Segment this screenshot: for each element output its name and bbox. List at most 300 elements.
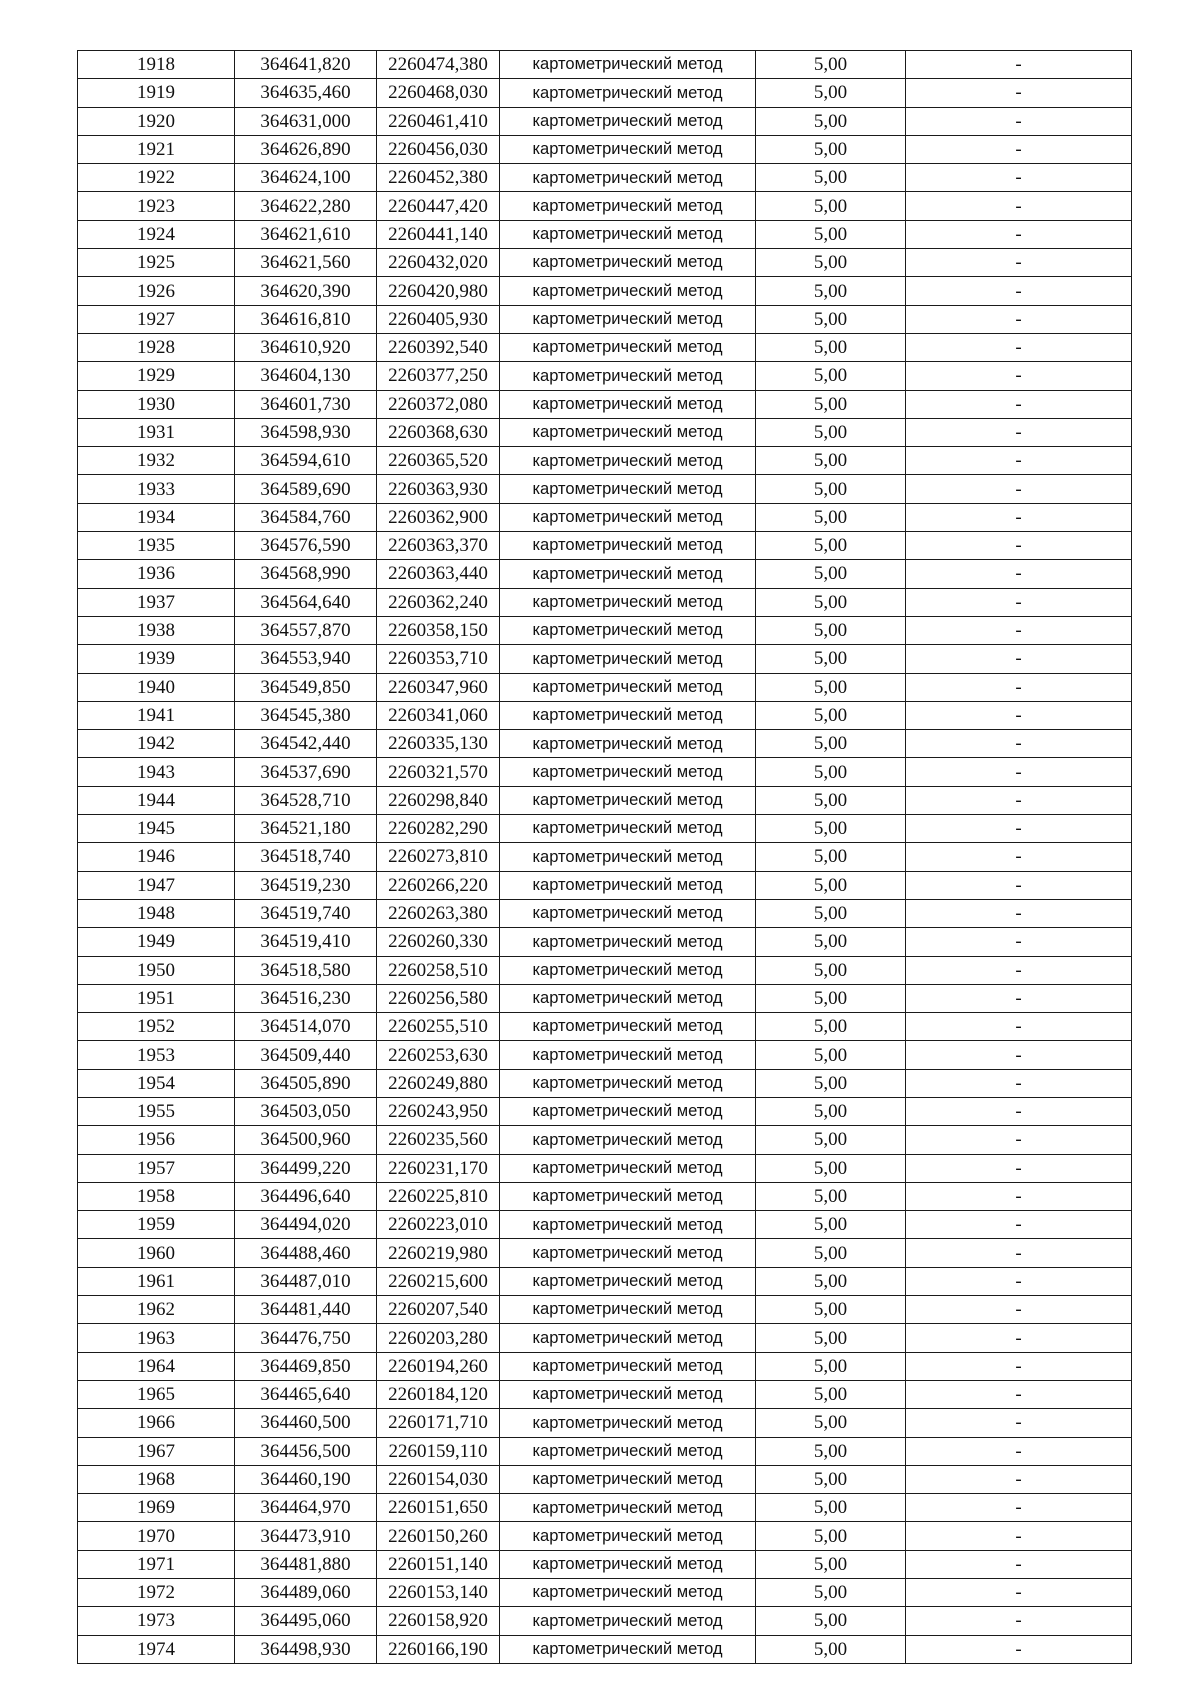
table-row — [78, 220, 1132, 248]
point-number-cell: 1960 — [78, 1239, 235, 1267]
note-cell: - — [906, 164, 1132, 192]
note-cell: - — [906, 1352, 1132, 1380]
table-row — [78, 1097, 1132, 1125]
coordinate-x-cell: 364549,850 — [235, 673, 377, 701]
accuracy-cell: 5,00 — [756, 1522, 906, 1550]
point-number-cell: 1966 — [78, 1409, 235, 1437]
note-cell: - — [906, 1635, 1132, 1663]
coordinate-x-cell: 364537,690 — [235, 758, 377, 786]
point-number-cell: 1958 — [78, 1182, 235, 1210]
table-row — [78, 1607, 1132, 1635]
point-number-cell: 1950 — [78, 956, 235, 984]
coordinate-x-cell: 364500,960 — [235, 1126, 377, 1154]
method-cell: картометрический метод — [500, 815, 756, 843]
note-cell: - — [906, 249, 1132, 277]
note-cell: - — [906, 1267, 1132, 1295]
coordinate-x-cell: 364498,930 — [235, 1635, 377, 1663]
table-row — [78, 1239, 1132, 1267]
accuracy-cell: 5,00 — [756, 871, 906, 899]
point-number-cell: 1929 — [78, 362, 235, 390]
method-cell: картометрический метод — [500, 1211, 756, 1239]
method-cell: картометрический метод — [500, 701, 756, 729]
table-row — [78, 532, 1132, 560]
point-number-cell: 1925 — [78, 249, 235, 277]
coordinate-y-cell: 2260461,410 — [377, 107, 500, 135]
table-row — [78, 1409, 1132, 1437]
accuracy-cell: 5,00 — [756, 1211, 906, 1239]
coordinate-y-cell: 2260166,190 — [377, 1635, 500, 1663]
point-number-cell: 1936 — [78, 560, 235, 588]
accuracy-cell: 5,00 — [756, 1409, 906, 1437]
method-cell: картометрический метод — [500, 79, 756, 107]
point-number-cell: 1942 — [78, 730, 235, 758]
note-cell: - — [906, 1097, 1132, 1125]
note-cell: - — [906, 843, 1132, 871]
accuracy-cell: 5,00 — [756, 192, 906, 220]
method-cell: картометрический метод — [500, 277, 756, 305]
coordinate-x-cell: 364521,180 — [235, 815, 377, 843]
coordinate-x-cell: 364557,870 — [235, 616, 377, 644]
coordinate-x-cell: 364616,810 — [235, 305, 377, 333]
note-cell: - — [906, 1437, 1132, 1465]
note-cell: - — [906, 588, 1132, 616]
point-number-cell: 1956 — [78, 1126, 235, 1154]
accuracy-cell: 5,00 — [756, 333, 906, 361]
coordinate-x-cell: 364496,640 — [235, 1182, 377, 1210]
note-cell: - — [906, 1069, 1132, 1097]
coordinate-x-cell: 364528,710 — [235, 786, 377, 814]
table-row — [78, 1296, 1132, 1324]
coordinate-y-cell: 2260468,030 — [377, 79, 500, 107]
coordinate-x-cell: 364564,640 — [235, 588, 377, 616]
point-number-cell: 1930 — [78, 390, 235, 418]
coordinate-y-cell: 2260474,380 — [377, 51, 500, 79]
coordinate-x-cell: 364584,760 — [235, 503, 377, 531]
table-row — [78, 1154, 1132, 1182]
coordinate-y-cell: 2260158,920 — [377, 1607, 500, 1635]
point-number-cell: 1961 — [78, 1267, 235, 1295]
coordinate-y-cell: 2260353,710 — [377, 645, 500, 673]
accuracy-cell: 5,00 — [756, 1635, 906, 1663]
method-cell: картометрический метод — [500, 305, 756, 333]
accuracy-cell: 5,00 — [756, 1352, 906, 1380]
note-cell: - — [906, 390, 1132, 418]
table-row — [78, 135, 1132, 163]
accuracy-cell: 5,00 — [756, 79, 906, 107]
point-number-cell: 1948 — [78, 899, 235, 927]
method-cell: картометрический метод — [500, 1324, 756, 1352]
table-row — [78, 1437, 1132, 1465]
method-cell: картометрический метод — [500, 249, 756, 277]
point-number-cell: 1967 — [78, 1437, 235, 1465]
point-number-cell: 1920 — [78, 107, 235, 135]
note-cell: - — [906, 1550, 1132, 1578]
note-cell: - — [906, 984, 1132, 1012]
table-row — [78, 305, 1132, 333]
table-row — [78, 928, 1132, 956]
note-cell: - — [906, 928, 1132, 956]
note-cell: - — [906, 79, 1132, 107]
coordinate-x-cell: 364545,380 — [235, 701, 377, 729]
accuracy-cell: 5,00 — [756, 758, 906, 786]
coordinate-x-cell: 364598,930 — [235, 418, 377, 446]
accuracy-cell: 5,00 — [756, 51, 906, 79]
point-number-cell: 1969 — [78, 1494, 235, 1522]
table-row — [78, 1635, 1132, 1663]
point-number-cell: 1972 — [78, 1579, 235, 1607]
method-cell: картометрический метод — [500, 1437, 756, 1465]
table-row — [78, 1522, 1132, 1550]
point-number-cell: 1921 — [78, 135, 235, 163]
method-cell: картометрический метод — [500, 1465, 756, 1493]
accuracy-cell: 5,00 — [756, 1013, 906, 1041]
accuracy-cell: 5,00 — [756, 135, 906, 163]
table-row — [78, 192, 1132, 220]
method-cell: картометрический метод — [500, 192, 756, 220]
point-number-cell: 1946 — [78, 843, 235, 871]
coordinate-y-cell: 2260363,440 — [377, 560, 500, 588]
method-cell: картометрический метод — [500, 107, 756, 135]
point-number-cell: 1922 — [78, 164, 235, 192]
coordinate-x-cell: 364594,610 — [235, 447, 377, 475]
coordinate-y-cell: 2260347,960 — [377, 673, 500, 701]
note-cell: - — [906, 815, 1132, 843]
table-row — [78, 1211, 1132, 1239]
table-row — [78, 1041, 1132, 1069]
point-number-cell: 1951 — [78, 984, 235, 1012]
point-number-cell: 1931 — [78, 418, 235, 446]
accuracy-cell: 5,00 — [756, 588, 906, 616]
note-cell: - — [906, 305, 1132, 333]
method-cell: картометрический метод — [500, 758, 756, 786]
table-row — [78, 249, 1132, 277]
point-number-cell: 1941 — [78, 701, 235, 729]
method-cell: картометрический метод — [500, 1409, 756, 1437]
coordinate-x-cell: 364460,190 — [235, 1465, 377, 1493]
accuracy-cell: 5,00 — [756, 447, 906, 475]
table-row — [78, 786, 1132, 814]
method-cell: картометрический метод — [500, 1182, 756, 1210]
table-row — [78, 645, 1132, 673]
point-number-cell: 1954 — [78, 1069, 235, 1097]
note-cell: - — [906, 758, 1132, 786]
note-cell: - — [906, 1409, 1132, 1437]
coordinate-x-cell: 364494,020 — [235, 1211, 377, 1239]
accuracy-cell: 5,00 — [756, 1182, 906, 1210]
method-cell: картометрический метод — [500, 899, 756, 927]
coordinate-x-cell: 364499,220 — [235, 1154, 377, 1182]
note-cell: - — [906, 1579, 1132, 1607]
coordinate-x-cell: 364519,740 — [235, 899, 377, 927]
coordinate-x-cell: 364495,060 — [235, 1607, 377, 1635]
method-cell: картометрический метод — [500, 1154, 756, 1182]
coordinate-y-cell: 2260405,930 — [377, 305, 500, 333]
method-cell: картометрический метод — [500, 333, 756, 361]
accuracy-cell: 5,00 — [756, 1494, 906, 1522]
point-number-cell: 1934 — [78, 503, 235, 531]
point-number-cell: 1938 — [78, 616, 235, 644]
coordinate-y-cell: 2260253,630 — [377, 1041, 500, 1069]
point-number-cell: 1943 — [78, 758, 235, 786]
coordinate-y-cell: 2260171,710 — [377, 1409, 500, 1437]
accuracy-cell: 5,00 — [756, 475, 906, 503]
point-number-cell: 1965 — [78, 1380, 235, 1408]
accuracy-cell: 5,00 — [756, 277, 906, 305]
point-number-cell: 1974 — [78, 1635, 235, 1663]
note-cell: - — [906, 475, 1132, 503]
table-row — [78, 1380, 1132, 1408]
coordinate-x-cell: 364589,690 — [235, 475, 377, 503]
method-cell: картометрический метод — [500, 362, 756, 390]
coordinate-y-cell: 2260456,030 — [377, 135, 500, 163]
accuracy-cell: 5,00 — [756, 220, 906, 248]
coordinate-y-cell: 2260258,510 — [377, 956, 500, 984]
accuracy-cell: 5,00 — [756, 503, 906, 531]
coordinate-y-cell: 2260255,510 — [377, 1013, 500, 1041]
method-cell: картометрический метод — [500, 51, 756, 79]
note-cell: - — [906, 1239, 1132, 1267]
note-cell: - — [906, 1607, 1132, 1635]
coordinate-y-cell: 2260377,250 — [377, 362, 500, 390]
coordinate-x-cell: 364641,820 — [235, 51, 377, 79]
note-cell: - — [906, 1494, 1132, 1522]
coordinate-y-cell: 2260207,540 — [377, 1296, 500, 1324]
accuracy-cell: 5,00 — [756, 164, 906, 192]
coordinate-x-cell: 364503,050 — [235, 1097, 377, 1125]
point-number-cell: 1926 — [78, 277, 235, 305]
method-cell: картометрический метод — [500, 447, 756, 475]
method-cell: картометрический метод — [500, 418, 756, 446]
method-cell: картометрический метод — [500, 503, 756, 531]
note-cell: - — [906, 362, 1132, 390]
point-number-cell: 1937 — [78, 588, 235, 616]
method-cell: картометрический метод — [500, 588, 756, 616]
coordinate-y-cell: 2260420,980 — [377, 277, 500, 305]
coordinate-x-cell: 364469,850 — [235, 1352, 377, 1380]
table-row — [78, 1550, 1132, 1578]
table-body — [78, 51, 1132, 1664]
accuracy-cell: 5,00 — [756, 984, 906, 1012]
coordinate-y-cell: 2260225,810 — [377, 1182, 500, 1210]
accuracy-cell: 5,00 — [756, 305, 906, 333]
note-cell: - — [906, 135, 1132, 163]
note-cell: - — [906, 1465, 1132, 1493]
table-row — [78, 79, 1132, 107]
note-cell: - — [906, 1211, 1132, 1239]
table-row — [78, 1267, 1132, 1295]
point-number-cell: 1970 — [78, 1522, 235, 1550]
coordinate-x-cell: 364622,280 — [235, 192, 377, 220]
table-row — [78, 503, 1132, 531]
table-row — [78, 447, 1132, 475]
table-row — [78, 1352, 1132, 1380]
coordinate-x-cell: 364624,100 — [235, 164, 377, 192]
coordinate-y-cell: 2260203,280 — [377, 1324, 500, 1352]
note-cell: - — [906, 1154, 1132, 1182]
coordinate-y-cell: 2260159,110 — [377, 1437, 500, 1465]
method-cell: картометрический метод — [500, 475, 756, 503]
coordinate-y-cell: 2260447,420 — [377, 192, 500, 220]
note-cell: - — [906, 107, 1132, 135]
note-cell: - — [906, 277, 1132, 305]
point-number-cell: 1949 — [78, 928, 235, 956]
coordinate-x-cell: 364621,610 — [235, 220, 377, 248]
accuracy-cell: 5,00 — [756, 1097, 906, 1125]
coordinate-y-cell: 2260358,150 — [377, 616, 500, 644]
coordinate-y-cell: 2260249,880 — [377, 1069, 500, 1097]
method-cell: картометрический метод — [500, 928, 756, 956]
coordinate-x-cell: 364505,890 — [235, 1069, 377, 1097]
coordinate-x-cell: 364514,070 — [235, 1013, 377, 1041]
coordinate-y-cell: 2260368,630 — [377, 418, 500, 446]
point-number-cell: 1933 — [78, 475, 235, 503]
table-row — [78, 333, 1132, 361]
table-row — [78, 843, 1132, 871]
accuracy-cell: 5,00 — [756, 1437, 906, 1465]
method-cell: картометрический метод — [500, 1267, 756, 1295]
note-cell: - — [906, 1522, 1132, 1550]
accuracy-cell: 5,00 — [756, 560, 906, 588]
point-number-cell: 1927 — [78, 305, 235, 333]
method-cell: картометрический метод — [500, 956, 756, 984]
coordinate-x-cell: 364631,000 — [235, 107, 377, 135]
method-cell: картометрический метод — [500, 560, 756, 588]
note-cell: - — [906, 1296, 1132, 1324]
accuracy-cell: 5,00 — [756, 928, 906, 956]
table-row — [78, 984, 1132, 1012]
coordinate-x-cell: 364473,910 — [235, 1522, 377, 1550]
point-number-cell: 1963 — [78, 1324, 235, 1352]
table-row — [78, 1465, 1132, 1493]
method-cell: картометрический метод — [500, 164, 756, 192]
method-cell: картометрический метод — [500, 1041, 756, 1069]
accuracy-cell: 5,00 — [756, 1550, 906, 1578]
coordinate-x-cell: 364487,010 — [235, 1267, 377, 1295]
table-row — [78, 362, 1132, 390]
coordinate-y-cell: 2260363,370 — [377, 532, 500, 560]
method-cell: картометрический метод — [500, 1013, 756, 1041]
coordinate-y-cell: 2260321,570 — [377, 758, 500, 786]
accuracy-cell: 5,00 — [756, 1380, 906, 1408]
coordinate-x-cell: 364464,970 — [235, 1494, 377, 1522]
method-cell: картометрический метод — [500, 730, 756, 758]
point-number-cell: 1964 — [78, 1352, 235, 1380]
method-cell: картометрический метод — [500, 1607, 756, 1635]
point-number-cell: 1968 — [78, 1465, 235, 1493]
accuracy-cell: 5,00 — [756, 1465, 906, 1493]
method-cell: картометрический метод — [500, 645, 756, 673]
accuracy-cell: 5,00 — [756, 1267, 906, 1295]
coordinate-y-cell: 2260372,080 — [377, 390, 500, 418]
method-cell: картометрический метод — [500, 984, 756, 1012]
method-cell: картометрический метод — [500, 135, 756, 163]
accuracy-cell: 5,00 — [756, 1579, 906, 1607]
coordinate-y-cell: 2260219,980 — [377, 1239, 500, 1267]
note-cell: - — [906, 503, 1132, 531]
method-cell: картометрический метод — [500, 1494, 756, 1522]
accuracy-cell: 5,00 — [756, 1607, 906, 1635]
coordinate-y-cell: 2260363,930 — [377, 475, 500, 503]
note-cell: - — [906, 1126, 1132, 1154]
method-cell: картометрический метод — [500, 390, 756, 418]
point-number-cell: 1957 — [78, 1154, 235, 1182]
point-number-cell: 1971 — [78, 1550, 235, 1578]
point-number-cell: 1944 — [78, 786, 235, 814]
note-cell: - — [906, 447, 1132, 475]
table-row — [78, 758, 1132, 786]
coordinate-x-cell: 364601,730 — [235, 390, 377, 418]
method-cell: картометрический метод — [500, 1097, 756, 1125]
coordinate-y-cell: 2260452,380 — [377, 164, 500, 192]
coordinate-y-cell: 2260150,260 — [377, 1522, 500, 1550]
coordinate-x-cell: 364626,890 — [235, 135, 377, 163]
method-cell: картометрический метод — [500, 220, 756, 248]
note-cell: - — [906, 730, 1132, 758]
point-number-cell: 1952 — [78, 1013, 235, 1041]
note-cell: - — [906, 418, 1132, 446]
method-cell: картометрический метод — [500, 1126, 756, 1154]
table-row — [78, 815, 1132, 843]
coordinate-x-cell: 364465,640 — [235, 1380, 377, 1408]
coordinate-x-cell: 364518,740 — [235, 843, 377, 871]
note-cell: - — [906, 1182, 1132, 1210]
accuracy-cell: 5,00 — [756, 107, 906, 135]
accuracy-cell: 5,00 — [756, 1041, 906, 1069]
table-row — [78, 588, 1132, 616]
table-row — [78, 390, 1132, 418]
coordinate-y-cell: 2260273,810 — [377, 843, 500, 871]
note-cell: - — [906, 560, 1132, 588]
coordinate-x-cell: 364621,560 — [235, 249, 377, 277]
coordinate-y-cell: 2260335,130 — [377, 730, 500, 758]
coordinate-x-cell: 364460,500 — [235, 1409, 377, 1437]
accuracy-cell: 5,00 — [756, 1154, 906, 1182]
note-cell: - — [906, 956, 1132, 984]
coordinate-x-cell: 364620,390 — [235, 277, 377, 305]
table-row — [78, 277, 1132, 305]
coordinate-y-cell: 2260231,170 — [377, 1154, 500, 1182]
accuracy-cell: 5,00 — [756, 701, 906, 729]
coordinate-y-cell: 2260432,020 — [377, 249, 500, 277]
method-cell: картометрический метод — [500, 616, 756, 644]
coordinate-y-cell: 2260215,600 — [377, 1267, 500, 1295]
coordinate-y-cell: 2260365,520 — [377, 447, 500, 475]
coordinate-y-cell: 2260243,950 — [377, 1097, 500, 1125]
coordinate-y-cell: 2260223,010 — [377, 1211, 500, 1239]
coordinate-y-cell: 2260194,260 — [377, 1352, 500, 1380]
note-cell: - — [906, 333, 1132, 361]
table-row — [78, 1579, 1132, 1607]
note-cell: - — [906, 673, 1132, 701]
table-row — [78, 956, 1132, 984]
point-number-cell: 1932 — [78, 447, 235, 475]
note-cell: - — [906, 1041, 1132, 1069]
point-number-cell: 1959 — [78, 1211, 235, 1239]
point-number-cell: 1953 — [78, 1041, 235, 1069]
coordinate-x-cell: 364476,750 — [235, 1324, 377, 1352]
table-row — [78, 164, 1132, 192]
point-number-cell: 1923 — [78, 192, 235, 220]
table-row — [78, 1182, 1132, 1210]
coordinate-x-cell: 364456,500 — [235, 1437, 377, 1465]
table-row — [78, 1324, 1132, 1352]
note-cell: - — [906, 1380, 1132, 1408]
table-row — [78, 51, 1132, 79]
coordinates-table — [77, 50, 1132, 1664]
coordinate-x-cell: 364635,460 — [235, 79, 377, 107]
table-row — [78, 1013, 1132, 1041]
point-number-cell: 1962 — [78, 1296, 235, 1324]
